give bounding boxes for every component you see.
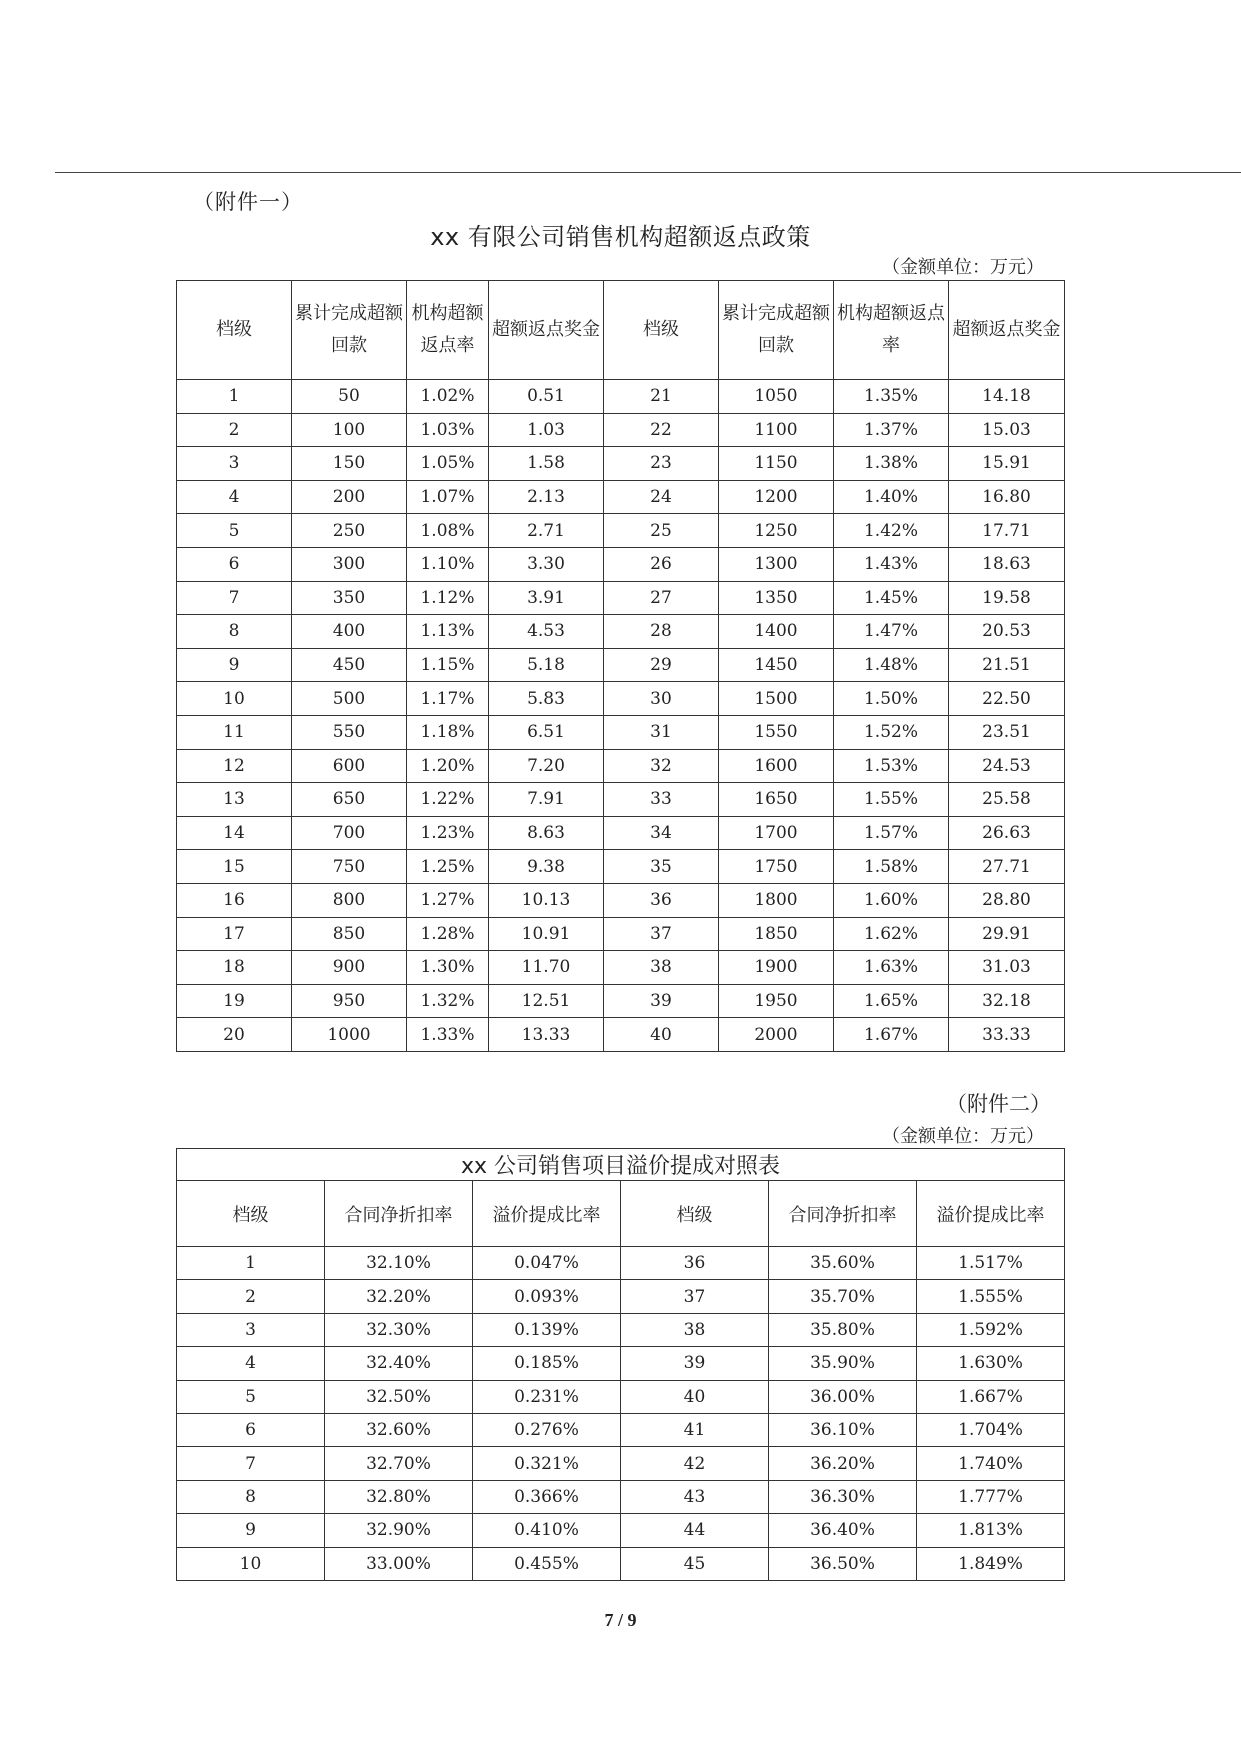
- table-header-row: [177, 281, 1065, 380]
- table-cell: 4: [177, 1347, 325, 1380]
- table-cell: 33.00%: [325, 1547, 473, 1580]
- table-cell: 1.555%: [917, 1280, 1065, 1313]
- table-row: [177, 783, 1065, 817]
- table-cell: 1450: [719, 648, 834, 682]
- table-cell: 1.07%: [407, 480, 489, 514]
- header-cell: 机构超额返点率: [834, 281, 949, 380]
- table-cell: 8: [177, 615, 292, 649]
- table-cell: 1.05%: [407, 447, 489, 481]
- table-cell: 1900: [719, 951, 834, 985]
- table-cell: 32.10%: [325, 1247, 473, 1280]
- table-cell: 900: [292, 951, 407, 985]
- table-cell: 27: [604, 581, 719, 615]
- table-cell: 1.42%: [834, 514, 949, 548]
- table-row: [177, 682, 1065, 716]
- table-cell: 1.45%: [834, 581, 949, 615]
- table-cell: 18.63: [949, 547, 1065, 581]
- table-cell: 1.740%: [917, 1447, 1065, 1480]
- table-row: [177, 850, 1065, 884]
- table-cell: 1.15%: [407, 648, 489, 682]
- table-cell: 13.33: [489, 1018, 604, 1052]
- table-cell: 1.13%: [407, 615, 489, 649]
- table-cell: 2000: [719, 1018, 834, 1052]
- table-cell: 6: [177, 547, 292, 581]
- header-cell: 溢价提成比率: [917, 1181, 1065, 1247]
- table-cell: 1.43%: [834, 547, 949, 581]
- table-cell: 35: [604, 850, 719, 884]
- table-cell: 1.32%: [407, 984, 489, 1018]
- table-cell: 0.185%: [473, 1347, 621, 1380]
- table-row: [177, 1280, 1065, 1313]
- table-cell: 36.40%: [769, 1514, 917, 1547]
- table-cell: 3: [177, 447, 292, 481]
- table-cell: 10: [177, 1547, 325, 1580]
- table-header-row: [177, 1181, 1065, 1247]
- table-row: [177, 581, 1065, 615]
- table-cell: 300: [292, 547, 407, 581]
- table-row: [177, 547, 1065, 581]
- table-cell: 29.91: [949, 917, 1065, 951]
- table-row: [177, 480, 1065, 514]
- table-cell: 1.03%: [407, 413, 489, 447]
- table-cell: 1100: [719, 413, 834, 447]
- table-cell: 1.67%: [834, 1018, 949, 1052]
- table-cell: 26: [604, 547, 719, 581]
- table-cell: 1: [177, 380, 292, 414]
- table-cell: 7.91: [489, 783, 604, 817]
- table-cell: 10.13: [489, 883, 604, 917]
- table-cell: 27.71: [949, 850, 1065, 884]
- table-cell: 24.53: [949, 749, 1065, 783]
- table-cell: 1300: [719, 547, 834, 581]
- table-cell: 31.03: [949, 951, 1065, 985]
- table-cell: 650: [292, 783, 407, 817]
- table-cell: 950: [292, 984, 407, 1018]
- table-cell: 29: [604, 648, 719, 682]
- table-cell: 200: [292, 480, 407, 514]
- table-cell: 37: [621, 1280, 769, 1313]
- table-cell: 15.03: [949, 413, 1065, 447]
- table-cell: 1800: [719, 883, 834, 917]
- header-cell: 档级: [621, 1181, 769, 1247]
- table-cell: 25: [604, 514, 719, 548]
- table-cell: 1.517%: [917, 1247, 1065, 1280]
- table-cell: 1850: [719, 917, 834, 951]
- table-cell: 1.12%: [407, 581, 489, 615]
- table-row: [177, 883, 1065, 917]
- table-cell: 700: [292, 816, 407, 850]
- table-cell: 100: [292, 413, 407, 447]
- attachment-2-label: （附件二）: [946, 1092, 1051, 1116]
- table-cell: 2: [177, 1280, 325, 1313]
- table-row: [177, 917, 1065, 951]
- table-cell: 1.20%: [407, 749, 489, 783]
- table-cell: 0.231%: [473, 1380, 621, 1413]
- table-cell: 1.22%: [407, 783, 489, 817]
- table-cell: 250: [292, 514, 407, 548]
- table-cell: 1.25%: [407, 850, 489, 884]
- table-cell: 12: [177, 749, 292, 783]
- header-cell: 档级: [604, 281, 719, 380]
- table-cell: 1.02%: [407, 380, 489, 414]
- table-cell: 1.28%: [407, 917, 489, 951]
- table-cell: 31: [604, 715, 719, 749]
- header-cell: 合同净折扣率: [325, 1181, 473, 1247]
- table-cell: 35.60%: [769, 1247, 917, 1280]
- header-cell: 累计完成超额回款: [292, 281, 407, 380]
- table-cell: 33.33: [949, 1018, 1065, 1052]
- table-cell: 41: [621, 1413, 769, 1446]
- table-cell: 8: [177, 1480, 325, 1513]
- table-cell: 350: [292, 581, 407, 615]
- table-cell: 1250: [719, 514, 834, 548]
- table-cell: 34: [604, 816, 719, 850]
- table-cell: 36.50%: [769, 1547, 917, 1580]
- table-cell: 1.592%: [917, 1313, 1065, 1346]
- table-row: [177, 984, 1065, 1018]
- table-cell: 5: [177, 514, 292, 548]
- table-cell: 32: [604, 749, 719, 783]
- table-cell: 1.47%: [834, 615, 949, 649]
- table-cell: 2.71: [489, 514, 604, 548]
- header-cell: 合同净折扣率: [769, 1181, 917, 1247]
- attachment-2-title: xx 公司销售项目溢价提成对照表: [177, 1149, 1065, 1181]
- table-cell: 32.50%: [325, 1380, 473, 1413]
- table-cell: 0.047%: [473, 1247, 621, 1280]
- table-cell: 26.63: [949, 816, 1065, 850]
- table-cell: 22.50: [949, 682, 1065, 716]
- table-cell: 28.80: [949, 883, 1065, 917]
- table-cell: 11.70: [489, 951, 604, 985]
- table-cell: 21.51: [949, 648, 1065, 682]
- table-cell: 14.18: [949, 380, 1065, 414]
- table-cell: 37: [604, 917, 719, 951]
- table-row: [177, 413, 1065, 447]
- table-cell: 5.18: [489, 648, 604, 682]
- header-cell: 超额返点奖金: [489, 281, 604, 380]
- table-cell: 15.91: [949, 447, 1065, 481]
- table-row: [177, 749, 1065, 783]
- table-row: [177, 1018, 1065, 1052]
- table-cell: 1.667%: [917, 1380, 1065, 1413]
- table-cell: 16: [177, 883, 292, 917]
- table-cell: 1.630%: [917, 1347, 1065, 1380]
- table-cell: 1.57%: [834, 816, 949, 850]
- table-row: [177, 1514, 1065, 1547]
- table-cell: 1200: [719, 480, 834, 514]
- table-cell: 39: [621, 1347, 769, 1380]
- table-cell: 1.23%: [407, 816, 489, 850]
- table-cell: 1.17%: [407, 682, 489, 716]
- table-cell: 24: [604, 480, 719, 514]
- table-cell: 32.30%: [325, 1313, 473, 1346]
- table-cell: 1.08%: [407, 514, 489, 548]
- table-cell: 0.455%: [473, 1547, 621, 1580]
- header-cell: 超额返点奖金: [949, 281, 1065, 380]
- table-cell: 35.90%: [769, 1347, 917, 1380]
- attachment-1-label: （附件一）: [193, 190, 303, 214]
- table-cell: 1150: [719, 447, 834, 481]
- table-cell: 7: [177, 1447, 325, 1480]
- table-cell: 5: [177, 1380, 325, 1413]
- header-cell: 溢价提成比率: [473, 1181, 621, 1247]
- table-cell: 32.70%: [325, 1447, 473, 1480]
- table-cell: 1.37%: [834, 413, 949, 447]
- table-cell: 40: [604, 1018, 719, 1052]
- table-cell: 1.18%: [407, 715, 489, 749]
- table-cell: 0.366%: [473, 1480, 621, 1513]
- table-cell: 1.65%: [834, 984, 949, 1018]
- table-row: [177, 380, 1065, 414]
- table-cell: 1.60%: [834, 883, 949, 917]
- table-cell: 1.33%: [407, 1018, 489, 1052]
- table-cell: 1550: [719, 715, 834, 749]
- table-cell: 1.30%: [407, 951, 489, 985]
- table-cell: 1.704%: [917, 1413, 1065, 1446]
- table-cell: 36.10%: [769, 1413, 917, 1446]
- table-cell: 35.70%: [769, 1280, 917, 1313]
- table-cell: 19.58: [949, 581, 1065, 615]
- table-cell: 20: [177, 1018, 292, 1052]
- table-cell: 38: [621, 1313, 769, 1346]
- table-row: [177, 816, 1065, 850]
- table-cell: 1400: [719, 615, 834, 649]
- table-cell: 11: [177, 715, 292, 749]
- table-cell: 36.20%: [769, 1447, 917, 1480]
- table-cell: 500: [292, 682, 407, 716]
- header-cell: 累计完成超额回款: [719, 281, 834, 380]
- table-cell: 33: [604, 783, 719, 817]
- table-cell: 23: [604, 447, 719, 481]
- table-cell: 50: [292, 380, 407, 414]
- table-cell: 36.00%: [769, 1380, 917, 1413]
- table-caption-row: [177, 1149, 1065, 1181]
- table-cell: 32.80%: [325, 1480, 473, 1513]
- table-row: [177, 514, 1065, 548]
- table-cell: 3.30: [489, 547, 604, 581]
- premium-commission-table: [176, 1148, 1065, 1581]
- table-cell: 2: [177, 413, 292, 447]
- table-cell: 32.90%: [325, 1514, 473, 1547]
- table-cell: 0.276%: [473, 1413, 621, 1446]
- table-row: [177, 648, 1065, 682]
- table-cell: 1.35%: [834, 380, 949, 414]
- table-cell: 7: [177, 581, 292, 615]
- table-row: [177, 1313, 1065, 1346]
- table-cell: 1.50%: [834, 682, 949, 716]
- table-cell: 800: [292, 883, 407, 917]
- table-cell: 9.38: [489, 850, 604, 884]
- table-cell: 39: [604, 984, 719, 1018]
- table-cell: 8.63: [489, 816, 604, 850]
- table-cell: 7.20: [489, 749, 604, 783]
- table-cell: 1000: [292, 1018, 407, 1052]
- table-cell: 400: [292, 615, 407, 649]
- table-cell: 1950: [719, 984, 834, 1018]
- table-cell: 1.40%: [834, 480, 949, 514]
- table-cell: 3.91: [489, 581, 604, 615]
- table-cell: 1.58%: [834, 850, 949, 884]
- attachment-2-unit: （金额单位：万元）: [882, 1126, 1044, 1147]
- table-cell: 6: [177, 1413, 325, 1446]
- table-row: [177, 1447, 1065, 1480]
- table-cell: 21: [604, 380, 719, 414]
- table-cell: 38: [604, 951, 719, 985]
- table-row: [177, 1347, 1065, 1380]
- table-cell: 12.51: [489, 984, 604, 1018]
- table-cell: 13: [177, 783, 292, 817]
- table-row: [177, 1480, 1065, 1513]
- table-cell: 9: [177, 1514, 325, 1547]
- table-cell: 1.58: [489, 447, 604, 481]
- table-cell: 550: [292, 715, 407, 749]
- table-cell: 0.51: [489, 380, 604, 414]
- table-cell: 150: [292, 447, 407, 481]
- table-cell: 6.51: [489, 715, 604, 749]
- premium-commission-table-body: [177, 1247, 1065, 1581]
- table-cell: 43: [621, 1480, 769, 1513]
- table-cell: 28: [604, 615, 719, 649]
- table-cell: 20.53: [949, 615, 1065, 649]
- table-cell: 30: [604, 682, 719, 716]
- table-cell: 32.20%: [325, 1280, 473, 1313]
- table-cell: 450: [292, 648, 407, 682]
- table-row: [177, 1380, 1065, 1413]
- table-cell: 1.849%: [917, 1547, 1065, 1580]
- table-row: [177, 715, 1065, 749]
- table-cell: 1700: [719, 816, 834, 850]
- table-cell: 1.48%: [834, 648, 949, 682]
- table-cell: 1.38%: [834, 447, 949, 481]
- table-cell: 1.777%: [917, 1480, 1065, 1513]
- table-cell: 10: [177, 682, 292, 716]
- rebate-policy-table: [176, 280, 1065, 1052]
- table-cell: 1.63%: [834, 951, 949, 985]
- page-number: 7 / 9: [604, 1610, 637, 1630]
- header-cell: 档级: [177, 281, 292, 380]
- table-cell: 1.813%: [917, 1514, 1065, 1547]
- table-cell: 1.10%: [407, 547, 489, 581]
- table-cell: 3: [177, 1313, 325, 1346]
- table-cell: 1.27%: [407, 883, 489, 917]
- header-rule: [55, 172, 1241, 173]
- table-cell: 9: [177, 648, 292, 682]
- table-cell: 32.40%: [325, 1347, 473, 1380]
- table-cell: 1: [177, 1247, 325, 1280]
- table-cell: 1650: [719, 783, 834, 817]
- table-cell: 1050: [719, 380, 834, 414]
- table-cell: 17: [177, 917, 292, 951]
- header-cell: 档级: [177, 1181, 325, 1247]
- table-cell: 1350: [719, 581, 834, 615]
- table-cell: 4: [177, 480, 292, 514]
- table-cell: 1.53%: [834, 749, 949, 783]
- table-cell: 0.139%: [473, 1313, 621, 1346]
- table-cell: 16.80: [949, 480, 1065, 514]
- table-row: [177, 1247, 1065, 1280]
- table-row: [177, 951, 1065, 985]
- table-cell: 35.80%: [769, 1313, 917, 1346]
- table-cell: 36.30%: [769, 1480, 917, 1513]
- table-cell: 15: [177, 850, 292, 884]
- table-cell: 600: [292, 749, 407, 783]
- attachment-1-title: xx 有限公司销售机构超额返点政策: [430, 223, 811, 251]
- table-cell: 22: [604, 413, 719, 447]
- table-cell: 1.55%: [834, 783, 949, 817]
- table-cell: 1600: [719, 749, 834, 783]
- table-cell: 25.58: [949, 783, 1065, 817]
- table-cell: 4.53: [489, 615, 604, 649]
- table-cell: 0.410%: [473, 1514, 621, 1547]
- table-cell: 1.03: [489, 413, 604, 447]
- table-cell: 45: [621, 1547, 769, 1580]
- table-cell: 19: [177, 984, 292, 1018]
- table-row: [177, 1547, 1065, 1580]
- table-cell: 18: [177, 951, 292, 985]
- table-cell: 32.18: [949, 984, 1065, 1018]
- table-row: [177, 615, 1065, 649]
- table-cell: 5.83: [489, 682, 604, 716]
- table-cell: 1750: [719, 850, 834, 884]
- table-row: [177, 447, 1065, 481]
- table-cell: 1500: [719, 682, 834, 716]
- table-cell: 0.093%: [473, 1280, 621, 1313]
- table-cell: 0.321%: [473, 1447, 621, 1480]
- table-cell: 42: [621, 1447, 769, 1480]
- table-cell: 36: [621, 1247, 769, 1280]
- table-cell: 14: [177, 816, 292, 850]
- table-cell: 10.91: [489, 917, 604, 951]
- table-cell: 23.51: [949, 715, 1065, 749]
- table-row: [177, 1413, 1065, 1446]
- attachment-1-unit: （金额单位：万元）: [882, 257, 1044, 278]
- table-cell: 40: [621, 1380, 769, 1413]
- table-cell: 17.71: [949, 514, 1065, 548]
- table-cell: 32.60%: [325, 1413, 473, 1446]
- header-cell: 机构超额返点率: [407, 281, 489, 380]
- rebate-policy-table-body: [177, 380, 1065, 1052]
- table-cell: 36: [604, 883, 719, 917]
- table-cell: 850: [292, 917, 407, 951]
- table-cell: 2.13: [489, 480, 604, 514]
- table-cell: 1.52%: [834, 715, 949, 749]
- table-cell: 1.62%: [834, 917, 949, 951]
- table-cell: 44: [621, 1514, 769, 1547]
- table-cell: 750: [292, 850, 407, 884]
